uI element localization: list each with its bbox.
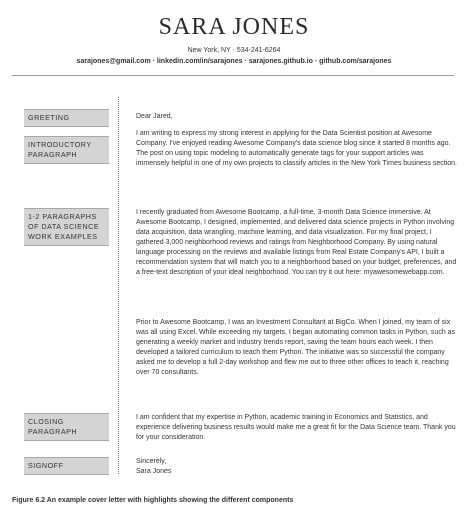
greeting-text: Dear Jared,: [136, 113, 173, 120]
label-introductory-paragraph: INTRODUCTORY PARAGRAPH: [24, 136, 109, 164]
work-example-paragraph-1: I recently graduated from Awesome Bootcamp, a full-time, 3-month Data Science immersive. At Awesome Bootcamp, I designed, implemented, and delivered data science projects in Python involving data acquisition, data wrangling, machine learning, and data visualization. For my final project, I gathered 3,000 neighborhood reviews and ratings from Neighborhood Company. By using natural language processing on the reviews and available listings from Real Estate Company's API, I built a recommendation system that will match you to a neighborhood based on your budget, preferences, and a free-text description of your ideal neighborhood. You can try it out here: myawesomewebapp.com.: [136, 209, 457, 276]
letter-header: [0, 14, 468, 66]
figure-caption: Figure 6.2 An example cover letter with highlights showing the different components: [12, 497, 294, 504]
introductory-paragraph-text: I am writing to express my strong interest in applying for the Data Scientist position at Awesome Company. I've enjoyed reading Awesome Company's data science blog since it started 8 months ago. The post on using topic modeling to automatically generate tags for your support articles was immensely helpful in one of my own projects to classify articles in the New York Times business section.: [136, 130, 457, 167]
closing-paragraph-text: I am confident that my expertise in Python, academic training in Economics and Statistics, and experience delivering business results would make me a great fit for the Data Science team. Thank you for your consideration.: [136, 414, 456, 441]
signoff-signature: Sara Jones: [136, 468, 172, 475]
contact-location-phone: New York, NY · 534-241-6264: [187, 47, 281, 54]
vertical-dotted-divider: [118, 97, 119, 474]
signoff-closing: Sincerely,: [136, 458, 167, 465]
applicant-name: SARA JONES: [158, 14, 310, 40]
signoff-text: [136, 457, 458, 477]
work-example-paragraph-2: Prior to Awesome Bootcamp, I was an Investment Consultant at BigCo. When I joined, my team of six was all using Excel. While exceeding my targets, I began automating common tasks in Python, such as generating a weekly market and industry trends report, saving the team hours each week. I then developed a tailored curriculum to teach them Python. The initiative was so successful the company asked me to develop a full 2-day workshop and flew me out to three other offices to teach it, reaching over 70 consultants.: [136, 319, 456, 376]
contact-links: sarajones@gmail.com · linkedin.com/in/sarajones · sarajones.github.io · github.com/sarajones: [76, 58, 392, 65]
label-signoff: SIGNOFF: [24, 457, 109, 475]
label-work-examples: 1-2 PARAGRAPHS OF DATA SCIENCE WORK EXAMPLES: [24, 208, 109, 246]
label-greeting: GREETING: [24, 109, 109, 127]
header-divider: [12, 75, 454, 76]
label-closing-paragraph: CLOSING PARAGRAPH: [24, 413, 109, 441]
